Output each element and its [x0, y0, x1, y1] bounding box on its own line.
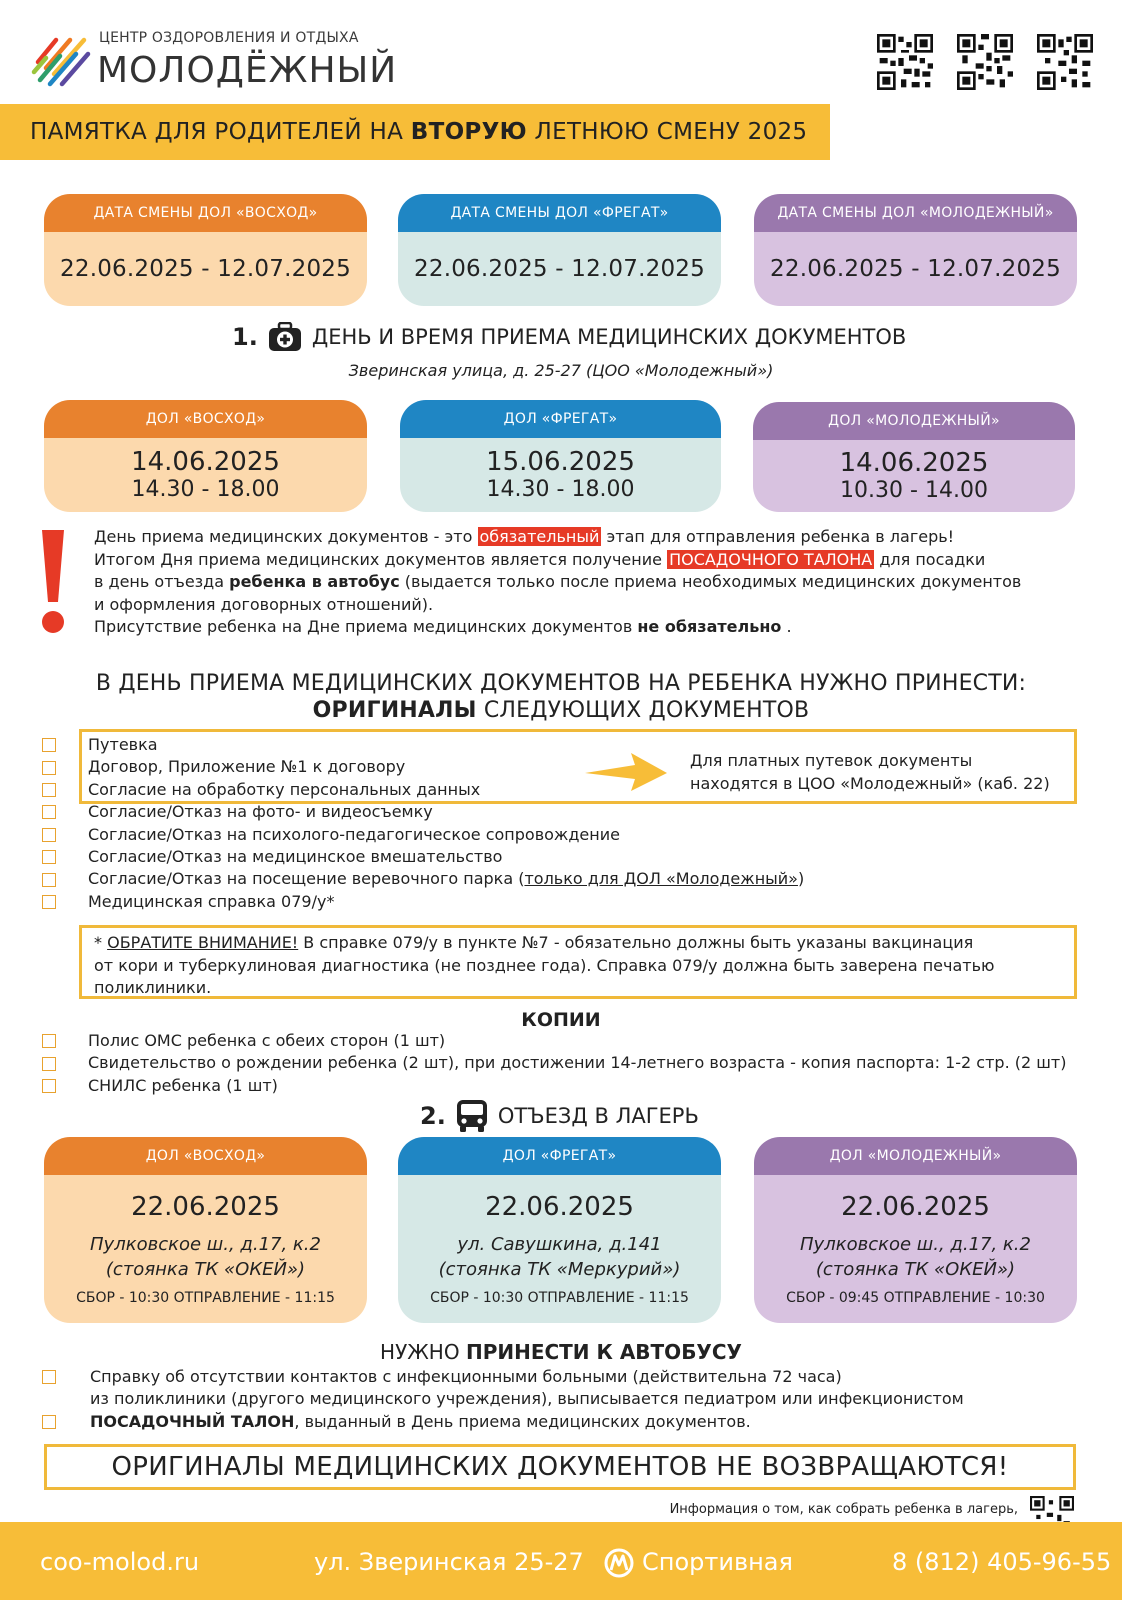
bus-heading: НУЖНО ПРИНЕСТИ К АВТОБУСУ	[380, 1340, 742, 1364]
list-item: Согласие на обработку персональных данных	[42, 779, 1042, 801]
departure-parking: (стоянка ТК «Меркурий»)	[438, 1259, 681, 1280]
departure-address: ул. Савушкина, д.141	[457, 1234, 662, 1255]
shift-dates: 22.06.2025 - 12.07.2025	[60, 256, 351, 282]
departure-address: Пулковское ш., д.17, к.2	[90, 1234, 321, 1255]
medkit-icon	[268, 322, 302, 352]
list-item: ПОСАДОЧНЫЙ ТАЛОН, выданный в День приема медицинских документов.	[42, 1411, 1102, 1433]
page-title: ПАМЯТКА ДЛЯ РОДИТЕЛЕЙ НА ВТОРУЮ ЛЕТНЮЮ СМЕНУ 2025	[30, 119, 808, 145]
list-item: Согласие/Отказ на психолого-педагогическое сопровождение	[42, 824, 1042, 846]
card-title: ДАТА СМЕНЫ ДОЛ «МОЛОДЕЖНЫЙ»	[754, 194, 1077, 232]
footer-address: ул. Зверинская 25-27	[314, 1548, 584, 1576]
exclamation-icon	[38, 526, 68, 636]
list-item: Медицинская справка 079/у*	[42, 891, 1042, 913]
departure-times: СБОР - 09:45 ОТПРАВЛЕНИЕ - 10:30	[786, 1290, 1045, 1306]
shift-card-voskhod	[44, 194, 367, 306]
checkbox[interactable]	[42, 873, 56, 887]
docs-heading-sub: ОРИГИНАЛЫ СЛЕДУЮЩИХ ДОКУМЕНТОВ	[312, 698, 810, 723]
list-item: Согласие/Отказ на медицинское вмешательство	[42, 846, 1042, 868]
list-item: СНИЛС ребенка (1 шт)	[42, 1075, 1112, 1097]
shift-dates: 22.06.2025 - 12.07.2025	[770, 256, 1061, 282]
checkbox[interactable]	[42, 1415, 56, 1429]
logo-stripes-icon	[30, 32, 92, 88]
docs-heading: В ДЕНЬ ПРИЕМА МЕДИЦИНСКИХ ДОКУМЕНТОВ НА РЕБЕНКА НУЖНО ПРИНЕСТИ:	[95, 671, 1027, 696]
departure-card-molodezhny	[754, 1137, 1077, 1323]
checkbox[interactable]	[42, 1079, 56, 1093]
departure-parking: (стоянка ТК «ОКЕЙ»)	[815, 1259, 1016, 1280]
section-1-address: Зверинская улица, д. 25-27 (ЦОО «Молодежный»)	[348, 361, 774, 380]
shift-card-fregat	[398, 194, 721, 306]
qr-code-icon[interactable]	[877, 34, 933, 90]
checkbox[interactable]	[42, 1370, 56, 1384]
bus-icon	[456, 1099, 488, 1133]
list-item: Полис ОМС ребенка с обеих сторон (1 шт)	[42, 1030, 1112, 1052]
section-2-title: 2. ОТЪЕЗД В ЛАГЕРЬ	[420, 1099, 699, 1133]
shift-card-molodezhny	[754, 194, 1077, 306]
checkbox[interactable]	[42, 1057, 56, 1071]
med-card-voskhod	[44, 400, 367, 512]
copies-list	[42, 1030, 1112, 1097]
list-item: Согласие/Отказ на посещение веревочного парка (только для ДОЛ «Молодежный»)	[42, 868, 1042, 890]
logo-subtitle: ЦЕНТР ОЗДОРОВЛЕНИЯ И ОТДЫХА	[99, 30, 359, 46]
checkbox[interactable]	[42, 761, 56, 775]
card-title: ДОЛ «ФРЕГАТ»	[398, 1137, 721, 1175]
warning-box: ОРИГИНАЛЫ МЕДИЦИНСКИХ ДОКУМЕНТОВ НЕ ВОЗВРАЩАЮТСЯ!	[44, 1444, 1076, 1490]
footer-phone[interactable]: 8 (812) 405-96-55	[892, 1548, 1112, 1576]
departure-parking: (стоянка ТК «ОКЕЙ»)	[105, 1259, 306, 1280]
checkbox[interactable]	[42, 850, 56, 864]
qr-code-icon[interactable]	[1037, 34, 1093, 90]
med-date: 14.06.2025	[839, 448, 989, 478]
departure-date: 22.06.2025	[131, 1192, 280, 1222]
med-date: 14.06.2025	[131, 447, 280, 477]
departure-date: 22.06.2025	[485, 1192, 634, 1222]
logo-title: МОЛОДЁЖНЫЙ	[97, 50, 398, 91]
checkbox[interactable]	[42, 783, 56, 797]
departure-times: СБОР - 10:30 ОТПРАВЛЕНИЕ - 11:15	[430, 1290, 689, 1306]
med-card-molodezhny	[753, 402, 1075, 512]
notice-text: День приема медицинских документов - это обязательный этап для отправления ребенка в лагерь! Итогом Дня приема медицинских документов является получение ПОСАДОЧНОГО ТАЛОНА для посадки в день отъезда ребенка в автобус (выдается только после приема необходимых медицинских документов и оформления договорных отношений). Присутствие ребенка на Дне приема медицинских документов не обязательно .	[94, 527, 1022, 636]
copies-title: КОПИИ	[521, 1009, 601, 1031]
qr-code-icon[interactable]	[957, 34, 1013, 90]
list-item: Свидетельство о рождении ребенка (2 шт), при достижении 14-летнего возраста - копия паспорта: 1-2 стр. (2 шт)	[42, 1052, 1112, 1074]
footer-metro: Спортивная	[642, 1548, 793, 1576]
med-time: 14.30 - 18.00	[131, 477, 280, 502]
list-item: Путевка	[42, 734, 1042, 756]
info-text: Информация о том, как собрать ребенка в лагерь,	[669, 1502, 1018, 1517]
departure-date: 22.06.2025	[841, 1192, 990, 1222]
attention-box: * ОБРАТИТЕ ВНИМАНИЕ! В справке 079/у в пункте №7 - обязательно должны быть указаны вакцинация от кори и туберкулиновая диагностика (не позднее года). Справка 079/у должна быть заверена печатью поликлиники.	[79, 925, 1077, 999]
list-item: Справку об отсутствии контактов с инфекционными больными (действительна 72 часа)	[42, 1366, 1102, 1388]
card-title: ДАТА СМЕНЫ ДОЛ «ВОСХОД»	[44, 194, 367, 232]
card-title: ДОЛ «ВОСХОД»	[44, 400, 367, 438]
checkbox[interactable]	[42, 805, 56, 819]
card-title: ДОЛ «МОЛОДЕЖНЫЙ»	[753, 402, 1075, 440]
list-item: из поликлиники (другого медицинского учреждения), выписывается педиатром или инфекционистом	[90, 1389, 964, 1409]
checkbox[interactable]	[42, 1034, 56, 1048]
med-time: 10.30 - 14.00	[840, 478, 988, 503]
checkbox[interactable]	[42, 828, 56, 842]
departure-card-voskhod	[44, 1137, 367, 1323]
card-title: ДАТА СМЕНЫ ДОЛ «ФРЕГАТ»	[398, 194, 721, 232]
med-time: 14.30 - 18.00	[486, 477, 635, 502]
departure-address: Пулковское ш., д.17, к.2	[800, 1234, 1031, 1255]
departure-card-fregat	[398, 1137, 721, 1323]
departure-times: СБОР - 10:30 ОТПРАВЛЕНИЕ - 11:15	[76, 1290, 335, 1306]
list-item: Договор, Приложение №1 к договору	[42, 756, 1042, 778]
metro-icon	[604, 1548, 634, 1578]
footer-site-link[interactable]: coo-molod.ru	[40, 1548, 200, 1576]
card-title: ДОЛ «ВОСХОД»	[44, 1137, 367, 1175]
shift-dates: 22.06.2025 - 12.07.2025	[414, 256, 705, 282]
paid-vouchers-note: Для платных путевок документы находятся в ЦОО «Молодежный» (каб. 22)	[690, 751, 1050, 793]
checkbox[interactable]	[42, 738, 56, 752]
med-date: 15.06.2025	[486, 447, 635, 477]
section-1-title: 1. ДЕНЬ И ВРЕМЯ ПРИЕМА МЕДИЦИНСКИХ ДОКУМЕНТОВ	[232, 323, 907, 351]
bus-list	[42, 1366, 1102, 1433]
checkbox[interactable]	[42, 895, 56, 909]
card-title: ДОЛ «ФРЕГАТ»	[400, 400, 721, 438]
med-card-fregat	[400, 400, 721, 512]
originals-list	[42, 734, 1042, 913]
card-title: ДОЛ «МОЛОДЕЖНЫЙ»	[754, 1137, 1077, 1175]
list-item: Согласие/Отказ на фото- и видеосъемку	[42, 801, 1042, 823]
